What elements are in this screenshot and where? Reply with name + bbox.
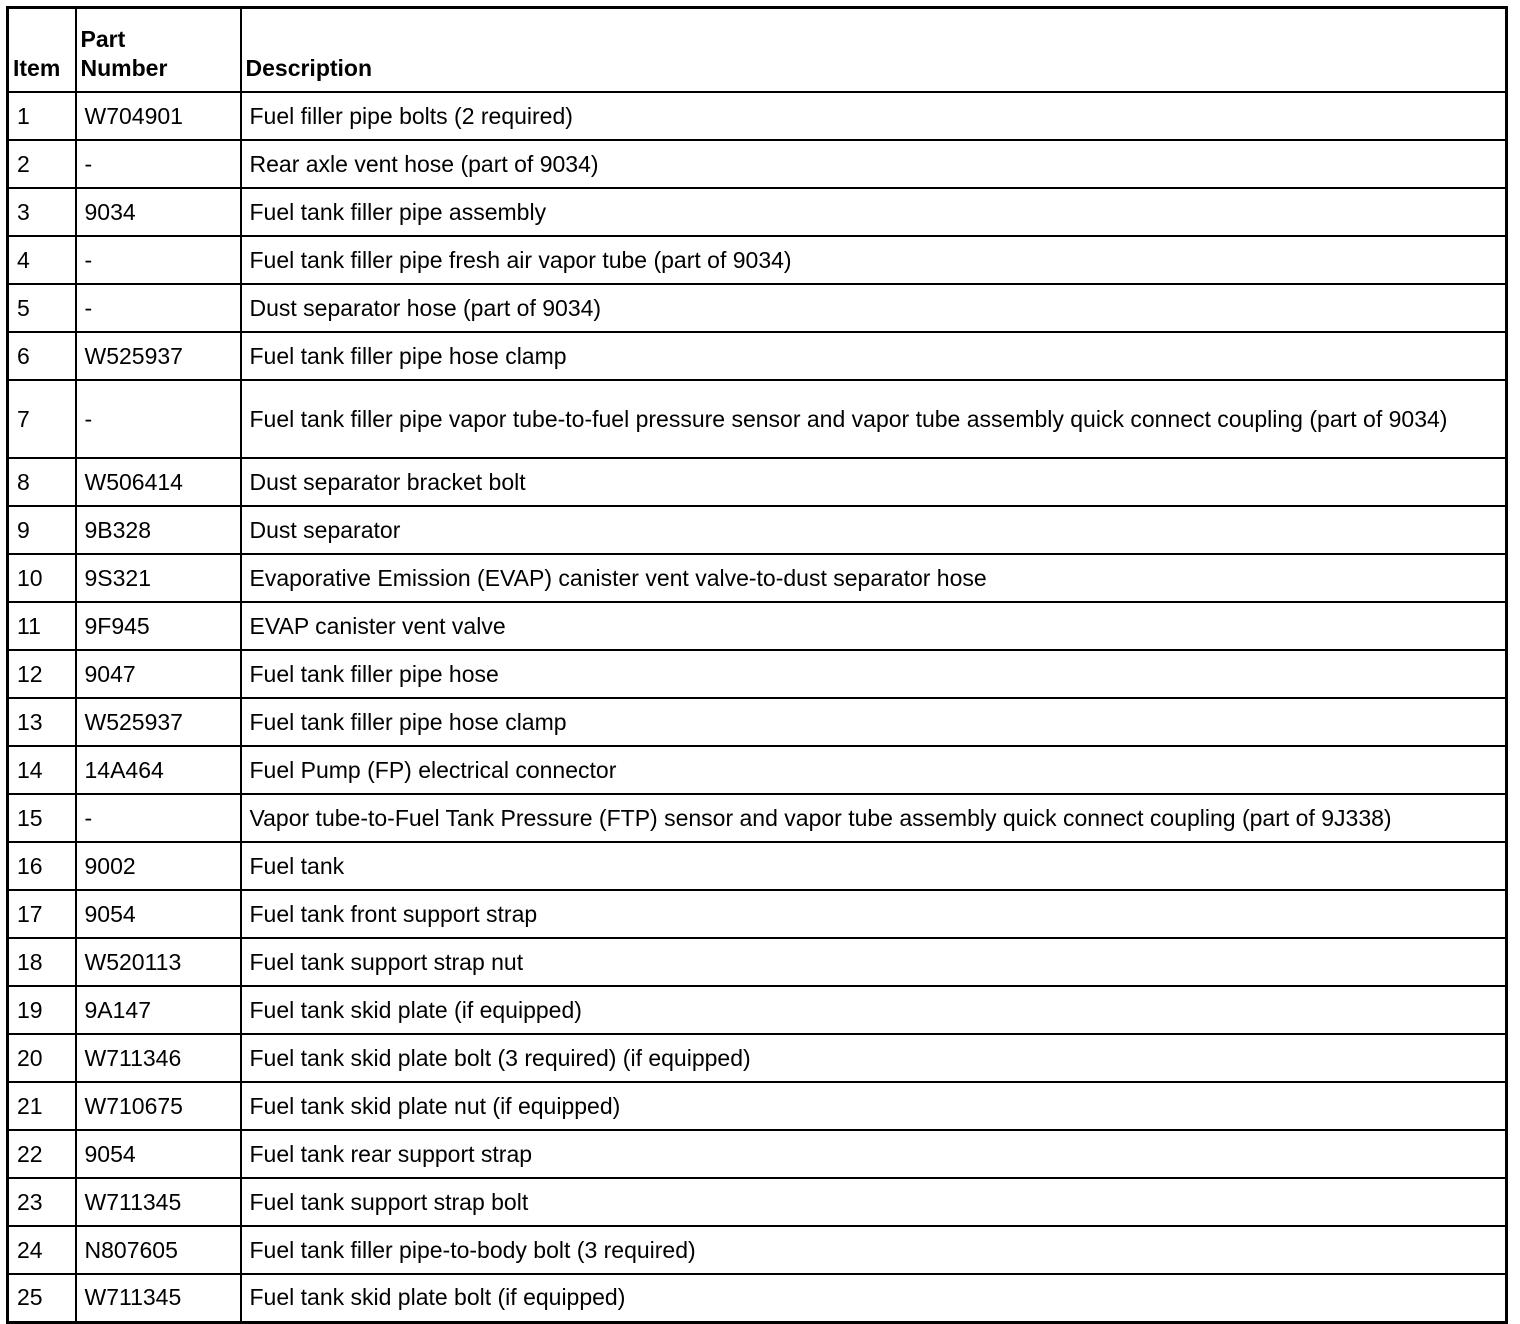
cell-part-number: W506414 [76,458,241,506]
cell-item: 7 [8,380,76,458]
cell-description: Fuel tank filler pipe hose clamp [241,332,1507,380]
cell-item: 17 [8,890,76,938]
table-row [8,650,1507,698]
cell-item: 24 [8,1226,76,1274]
cell-description: Fuel tank skid plate bolt (if equipped) [241,1274,1507,1322]
cell-item: 8 [8,458,76,506]
cell-description: Fuel tank [241,842,1507,890]
table-row [8,1274,1507,1322]
cell-description: Fuel tank filler pipe hose [241,650,1507,698]
table-row [8,1226,1507,1274]
cell-description: Fuel tank skid plate (if equipped) [241,986,1507,1034]
table-row [8,1178,1507,1226]
cell-description: Rear axle vent hose (part of 9034) [241,140,1507,188]
cell-part-number: - [76,140,241,188]
cell-part-number: 9B328 [76,506,241,554]
table-row [8,188,1507,236]
cell-item: 11 [8,602,76,650]
header-part-line2: Number [80,55,168,81]
cell-part-number: W704901 [76,92,241,140]
cell-part-number: 14A464 [76,746,241,794]
cell-item: 18 [8,938,76,986]
table-header [8,8,1507,93]
cell-item: 23 [8,1178,76,1226]
header-description: Description [241,8,1507,93]
header-part-line1: Part [80,26,126,52]
cell-description: Fuel tank filler pipe hose clamp [241,698,1507,746]
cell-part-number: W710675 [76,1082,241,1130]
cell-description: Fuel filler pipe bolts (2 required) [241,92,1507,140]
cell-description: Fuel tank filler pipe-to-body bolt (3 required) [241,1226,1507,1274]
table-row [8,1130,1507,1178]
cell-description: Fuel tank support strap bolt [241,1178,1507,1226]
table-row [8,554,1507,602]
cell-item: 2 [8,140,76,188]
cell-description: Fuel tank support strap nut [241,938,1507,986]
table-row [8,506,1507,554]
cell-item: 25 [8,1274,76,1322]
cell-item: 22 [8,1130,76,1178]
cell-part-number: - [76,236,241,284]
parts-table [6,6,1508,1324]
table-row [8,380,1507,458]
cell-part-number: W711345 [76,1274,241,1322]
cell-description: Fuel tank filler pipe fresh air vapor tube (part of 9034) [241,236,1507,284]
cell-part-number: 9F945 [76,602,241,650]
cell-part-number: W525937 [76,698,241,746]
cell-item: 20 [8,1034,76,1082]
cell-part-number: W711345 [76,1178,241,1226]
table-row [8,1082,1507,1130]
cell-part-number: - [76,380,241,458]
cell-item: 9 [8,506,76,554]
cell-part-number: 9047 [76,650,241,698]
cell-item: 1 [8,92,76,140]
cell-description: Dust separator bracket bolt [241,458,1507,506]
cell-item: 13 [8,698,76,746]
cell-part-number: 9054 [76,1130,241,1178]
cell-part-number: 9A147 [76,986,241,1034]
cell-item: 10 [8,554,76,602]
cell-item: 16 [8,842,76,890]
cell-part-number: W525937 [76,332,241,380]
cell-item: 19 [8,986,76,1034]
cell-item: 14 [8,746,76,794]
cell-item: 12 [8,650,76,698]
cell-part-number: W520113 [76,938,241,986]
cell-part-number: 9034 [76,188,241,236]
cell-description: Dust separator [241,506,1507,554]
cell-part-number: W711346 [76,1034,241,1082]
cell-description: Evaporative Emission (EVAP) canister vent valve-to-dust separator hose [241,554,1507,602]
table-row [8,986,1507,1034]
cell-item: 3 [8,188,76,236]
table-row [8,698,1507,746]
table-row [8,602,1507,650]
cell-description: Vapor tube-to-Fuel Tank Pressure (FTP) sensor and vapor tube assembly quick connect coupling (part of 9J338) [241,794,1507,842]
table-row [8,284,1507,332]
cell-item: 5 [8,284,76,332]
table-row [8,938,1507,986]
table-row [8,236,1507,284]
cell-part-number: 9002 [76,842,241,890]
header-part-number [76,8,241,93]
cell-part-number: - [76,284,241,332]
table-row [8,332,1507,380]
cell-description: EVAP canister vent valve [241,602,1507,650]
cell-item: 21 [8,1082,76,1130]
cell-description: Fuel tank front support strap [241,890,1507,938]
table-row [8,1034,1507,1082]
table-row [8,842,1507,890]
cell-description: Fuel tank filler pipe vapor tube-to-fuel pressure sensor and vapor tube assembly quick connect coupling (part of 9034) [241,380,1507,458]
table-row [8,140,1507,188]
table-row [8,890,1507,938]
cell-description: Dust separator hose (part of 9034) [241,284,1507,332]
cell-part-number: - [76,794,241,842]
table-body [8,92,1507,1322]
cell-item: 15 [8,794,76,842]
cell-item: 6 [8,332,76,380]
cell-description: Fuel tank skid plate bolt (3 required) (if equipped) [241,1034,1507,1082]
cell-description: Fuel tank filler pipe assembly [241,188,1507,236]
table-row [8,746,1507,794]
header-row [8,8,1507,93]
table-row [8,458,1507,506]
cell-description: Fuel tank rear support strap [241,1130,1507,1178]
table-row [8,92,1507,140]
cell-part-number: N807605 [76,1226,241,1274]
cell-description: Fuel Pump (FP) electrical connector [241,746,1507,794]
cell-description: Fuel tank skid plate nut (if equipped) [241,1082,1507,1130]
header-item: Item [8,8,76,93]
cell-part-number: 9S321 [76,554,241,602]
cell-item: 4 [8,236,76,284]
cell-part-number: 9054 [76,890,241,938]
table-row [8,794,1507,842]
